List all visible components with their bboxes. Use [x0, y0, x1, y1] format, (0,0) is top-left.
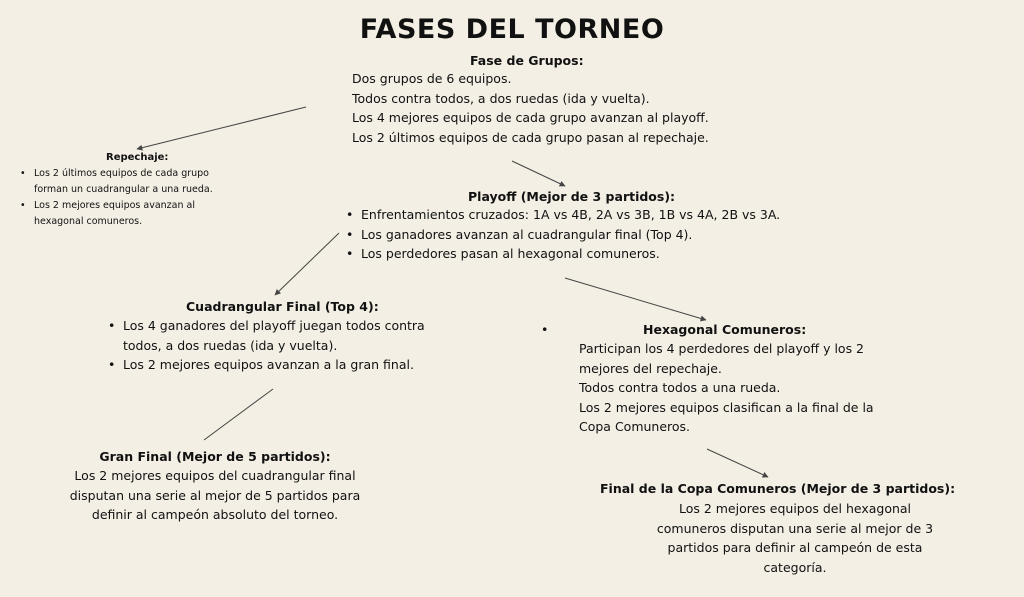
list-item	[346, 205, 826, 225]
list-item	[20, 166, 260, 198]
hexagonal-bullet: •	[541, 322, 549, 337]
final-copa-line: Los 2 mejores equipos del hexagonal	[678, 501, 912, 516]
list-item-line: • Los 4 ganadores del playoff juegan todos contra	[123, 318, 425, 333]
playoff-list	[346, 205, 826, 264]
gran-final-line: definir al campeón absoluto del torneo.	[91, 507, 339, 522]
grupos-section	[352, 53, 772, 147]
hexagonal-line: mejores del repechaje.	[579, 360, 722, 376]
hexagonal-section	[579, 320, 919, 437]
grupos-line: Los 2 últimos equipos de cada grupo pasan al repechaje.	[352, 129, 709, 145]
gran-final-heading: Gran Final (Mejor de 5 partidos):	[99, 449, 331, 464]
list-item	[108, 316, 468, 355]
arrow-playoff-to-cuadrangular	[275, 233, 339, 295]
grupos-heading: Fase de Grupos:	[470, 53, 584, 68]
list-item-line: • Los ganadores avanzan al cuadrangular final (Top 4).	[361, 226, 693, 242]
hexagonal-line: Todos contra todos a una rueda.	[579, 380, 781, 395]
cuadrangular-heading: Cuadrangular Final (Top 4):	[186, 299, 379, 314]
gran-final-section	[50, 448, 380, 525]
list-item	[346, 225, 826, 245]
hexagonal-heading: Hexagonal Comuneros:	[643, 322, 807, 337]
hexagonal-line: Participan los 4 perdedores del playoff y los 2	[579, 341, 865, 356]
list-item-line: forman un cuadrangular a una rueda.	[34, 184, 213, 195]
page-title: FASES DEL TORNEO	[359, 14, 665, 45]
list-item-line: • Los perdedores pasan al hexagonal comuneros.	[361, 246, 660, 261]
list-item	[108, 355, 468, 375]
gran-final-lines	[50, 466, 380, 525]
playoff-heading: Playoff (Mejor de 3 partidos):	[468, 189, 676, 204]
hexagonal-lines	[579, 339, 919, 437]
gran-final-line: disputan una serie al mejor de 5 partidos para	[69, 487, 361, 503]
repechaje-section	[20, 150, 260, 230]
arrow-hexagonal-to-final-copa	[707, 449, 768, 477]
list-item-line: hexagonal comuneros.	[34, 216, 143, 227]
final-copa-lines	[600, 499, 990, 577]
list-item	[20, 198, 260, 230]
list-item-line: • Enfrentamientos cruzados: 1A vs 4B, 2A vs 3B, 1B vs 4A, 2B vs 3A.	[361, 207, 781, 222]
playoff-section	[346, 188, 826, 264]
list-item-line: • Los 2 últimos equipos de cada grupo	[34, 168, 209, 179]
cuadrangular-list	[108, 316, 468, 375]
grupos-line: Los 4 mejores equipos de cada grupo avanzan al playoff.	[352, 110, 709, 125]
list-item-line: • Los 2 mejores equipos avanzan a la gran final.	[123, 357, 414, 372]
arrow-grupos-to-playoff	[512, 161, 565, 186]
cuadrangular-section	[108, 298, 468, 375]
arrow-playoff-to-hexagonal	[565, 278, 706, 320]
grupos-lines	[352, 69, 772, 147]
grupos-line: Todos contra todos, a dos ruedas (ida y vuelta).	[352, 90, 650, 106]
hexagonal-line: Copa Comuneros.	[579, 419, 691, 434]
repechaje-list	[20, 166, 260, 230]
grupos-line: Dos grupos de 6 equipos.	[352, 71, 512, 86]
final-copa-line: comuneros disputan una serie al mejor de 3	[656, 520, 934, 536]
arrow-cuadrangular-to-gran-final	[204, 389, 273, 440]
hexagonal-line: Los 2 mejores equipos clasifican a la final de la	[579, 399, 874, 415]
list-item-line: todos, a dos ruedas (ida y vuelta).	[123, 337, 338, 353]
final-copa-line: partidos para definir al campeón de esta	[667, 540, 923, 555]
gran-final-line: Los 2 mejores equipos del cuadrangular final	[74, 468, 356, 483]
final-copa-line: categoría.	[763, 559, 827, 575]
repechaje-heading: Repechaje:	[106, 152, 169, 163]
final-copa-heading: Final de la Copa Comuneros (Mejor de 3 partidos):	[600, 481, 956, 496]
final-copa-section	[600, 479, 1000, 577]
arrow-grupos-to-repechaje	[137, 107, 306, 149]
list-item	[346, 244, 826, 264]
list-item-line: • Los 2 mejores equipos avanzan al	[34, 200, 195, 211]
